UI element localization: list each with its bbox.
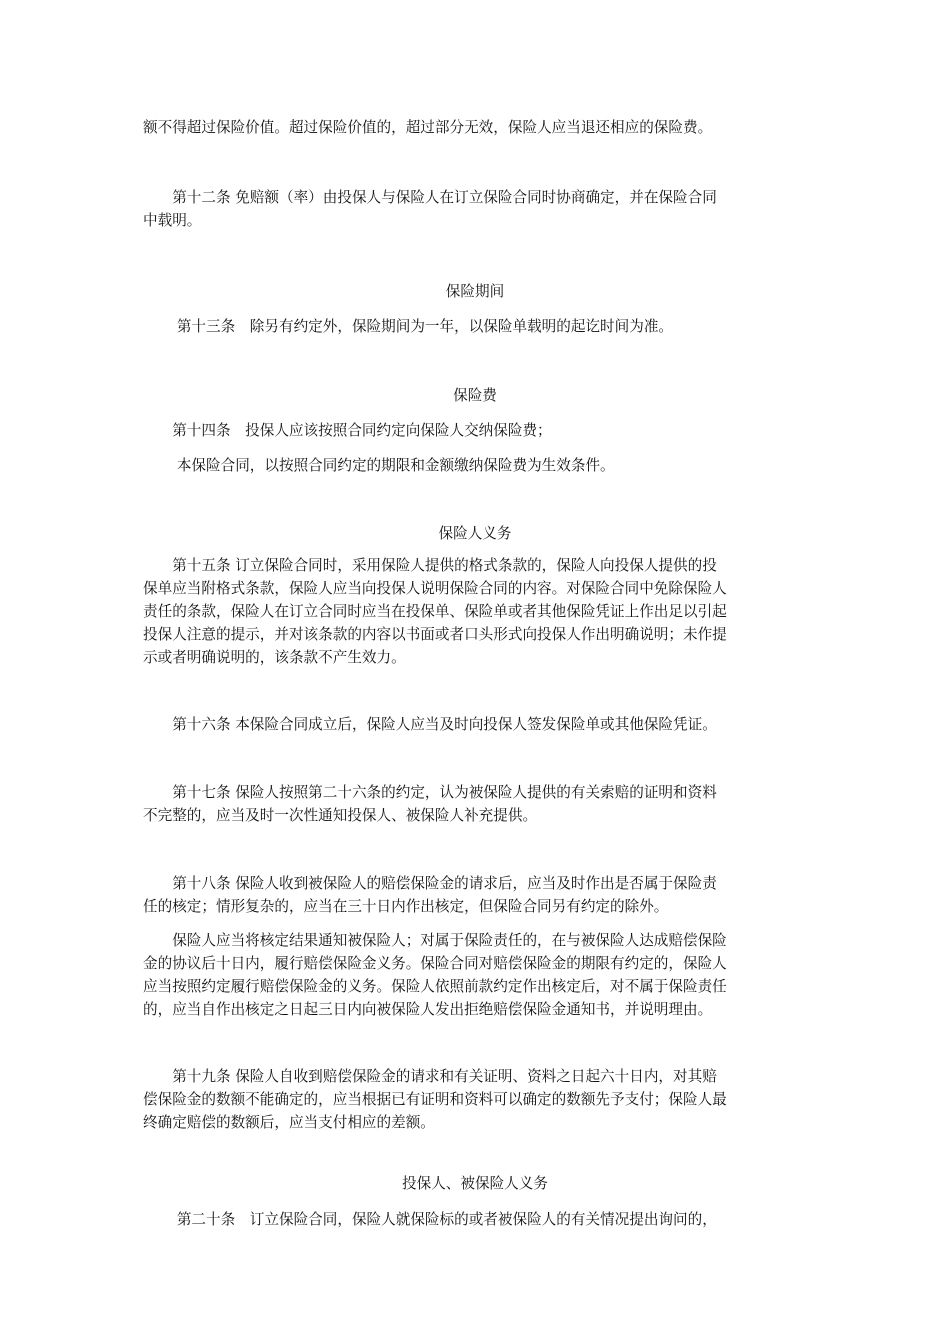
text-line: 偿保险金的数额不能确定的，应当根据已有证明和资料可以确定的数额先予支付；保险人最 [143, 1091, 727, 1108]
text-line: 本保险合同，以按照合同约定的期限和金额缴纳保险费为生效条件。 [143, 457, 615, 474]
article-12: 第十二条 免赔额（率）由投保人与保险人在订立保险合同时协商确定，并在保险合同 [143, 189, 717, 206]
article-16: 第十六条 本保险合同成立后，保险人应当及时向投保人签发保险单或其他保险凭证。 [143, 716, 717, 733]
text-line: 任的核定；情形复杂的，应当在三十日内作出核定，但保险合同另有约定的除外。 [143, 898, 669, 915]
article-17: 第十七条 保险人按照第二十六条的约定，认为被保险人提供的有关索赔的证明和资料 [143, 784, 717, 801]
section-heading-premium: 保险费 [453, 387, 497, 404]
text-line: 保险人应当将核定结果通知被保险人；对属于保险责任的，在与被保险人达成赔偿保险 [143, 932, 727, 949]
section-heading-insurance-period: 保险期间 [445, 283, 505, 300]
article-14: 第十四条 投保人应该按照合同约定向保险人交纳保险费； [143, 422, 552, 439]
article-13: 第十三条 除另有约定外，保险期间为一年，以保险单载明的起讫时间为准。 [143, 318, 674, 335]
text-line: 责任的条款，保险人在订立合同时应当在投保单、保险单或者其他保险凭证上作出足以引起 [143, 603, 727, 620]
text-line: 金的协议后十日内，履行赔偿保险金义务。保险合同对赔偿保险金的期限有约定的，保险人 [143, 955, 727, 972]
article-20: 第二十条 订立保险合同，保险人就保险标的或者被保险人的有关情况提出询问的， [143, 1211, 717, 1228]
text-line: 中载明。 [143, 212, 202, 229]
article-18: 第十八条 保险人收到被保险人的赔偿保险金的请求后，应当及时作出是否属于保险责 [143, 875, 717, 892]
section-heading-policyholder-duties: 投保人、被保险人义务 [402, 1175, 548, 1192]
text-line: 不完整的，应当及时一次性通知投保人、被保险人补充提供。 [143, 807, 538, 824]
text-line: 终确定赔偿的数额后，应当支付相应的差额。 [143, 1114, 435, 1131]
section-heading-insurer-duties: 保险人义务 [438, 525, 512, 542]
article-15: 第十五条 订立保险合同时，采用保险人提供的格式条款的，保险人向投保人提供的投 [143, 557, 717, 574]
text-line: 应当按照约定履行赔偿保险金的义务。保险人依照前款约定作出核定后，对不属于保险责任 [143, 978, 727, 995]
article-19: 第十九条 保险人自收到赔偿保险金的请求和有关证明、资料之日起六十日内，对其赔 [143, 1068, 717, 1085]
text-line: 示或者明确说明的，该条款不产生效力。 [143, 649, 406, 666]
text-line: 投保人注意的提示，并对该条款的内容以书面或者口头形式向投保人作出明确说明；未作提 [143, 626, 727, 643]
text-line: 额不得超过保险价值。超过保险价值的，超过部分无效，保险人应当退还相应的保险费。 [143, 119, 713, 136]
text-line: 的，应当自作出核定之日起三日内向被保险人发出拒绝赔偿保险金通知书，并说明理由。 [143, 1001, 713, 1018]
text-line: 保单应当附格式条款，保险人应当向投保人说明保险合同的内容。对保险合同中免除保险人 [143, 580, 727, 597]
